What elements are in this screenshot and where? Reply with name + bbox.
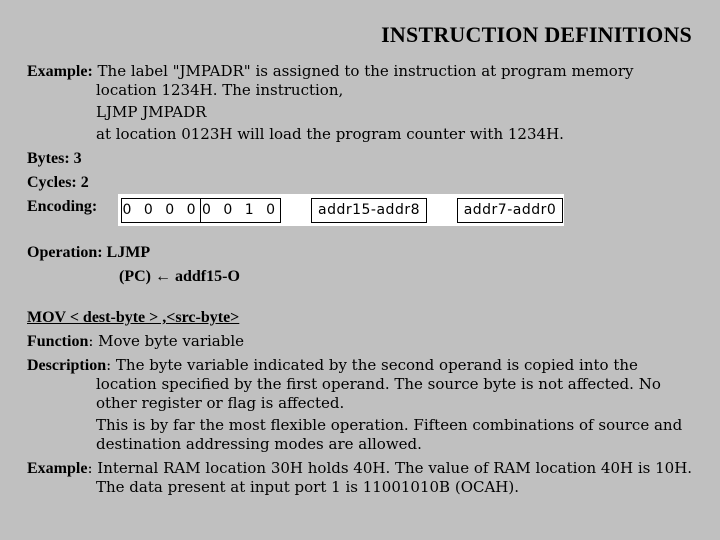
function-line	[27, 332, 697, 351]
mov-example-text: : Internal RAM location 30H holds 40H. The value of RAM location 40H is 10H. The data present at input port 1 is 11001010B (OCAH).	[87, 459, 693, 496]
example-label: Example:	[27, 63, 93, 80]
function-text: : Move byte variable	[88, 332, 245, 350]
mov-example-label: Example	[27, 460, 88, 477]
encoding-cell-opcode-high: 0 0 0 0	[121, 198, 201, 223]
encoding-diagram	[118, 194, 564, 226]
mov-example-paragraph	[27, 459, 697, 497]
encoding-cell-addr-low: addr7-addr0	[457, 198, 563, 223]
example-text: The label "JMPADR" is assigned to the instruction at program memory location 1234H. The instruction,	[92, 62, 634, 99]
description-label: Description	[27, 357, 107, 374]
bytes-label: Bytes: 3	[27, 150, 82, 167]
function-label: Function	[27, 333, 89, 350]
encoding-cell-addr-high: addr15-addr8	[311, 198, 427, 223]
encoding-line	[27, 197, 697, 216]
description-text: : The byte variable indicated by the second operand is copied into the location specified by the first operand. The source byte is not affected. No other register or flag is affected.	[96, 356, 661, 412]
mov-heading-line	[27, 308, 697, 327]
slide-title: INSTRUCTION DEFINITIONS	[381, 22, 692, 47]
operation-expression	[27, 267, 697, 286]
example-line-location: at location 0123H will load the program counter with 1234H.	[96, 125, 564, 143]
slide-content	[27, 62, 697, 497]
cycles-line	[27, 173, 697, 192]
example-paragraph	[27, 62, 697, 100]
description-para2-text: This is by far the most flexible operation. Fifteen combinations of source and destination addressing modes are allowed.	[96, 416, 683, 453]
mov-heading: MOV < dest-byte > ,<src-byte>	[27, 309, 240, 326]
encoding-cell-opcode-low: 0 0 1 0	[200, 198, 281, 223]
cycles-label: Cycles: 2	[27, 174, 89, 191]
description-paragraph-2	[27, 416, 697, 454]
bytes-line	[27, 149, 697, 168]
operation-expr: (PC) ← addf15-O	[119, 268, 240, 285]
encoding-label: Encoding:	[27, 198, 98, 215]
operation-label: Operation: LJMP	[27, 244, 151, 261]
example-line-ljmp: LJMP JMPADR	[96, 103, 207, 121]
description-paragraph	[27, 356, 697, 413]
operation-line	[27, 243, 697, 262]
